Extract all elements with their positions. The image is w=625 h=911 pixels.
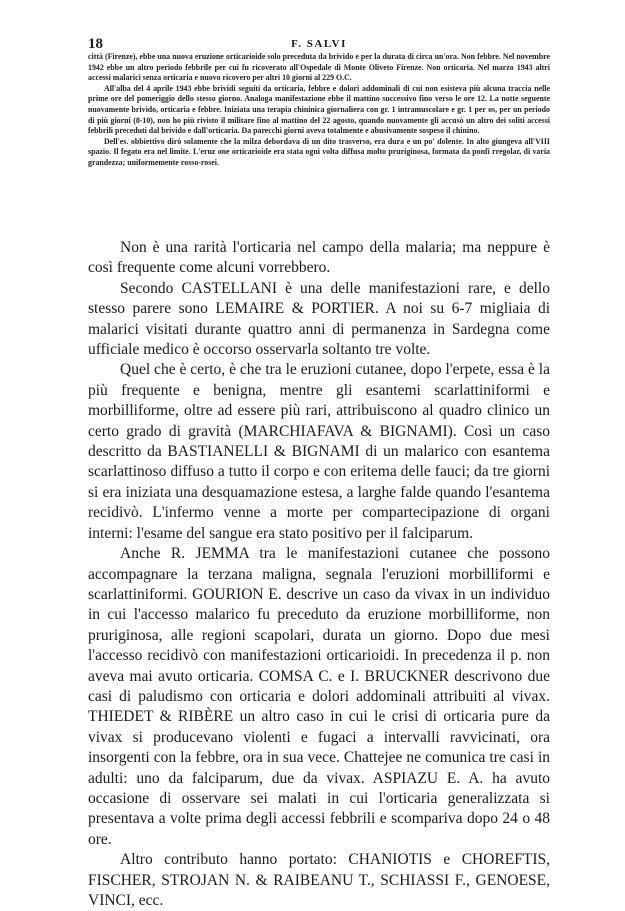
- footnote-paragraph: città (Firenze), ebbe una nuova eruzione orticarioide solo preceduta da brivido e per la durata di circa un'ora. Non febbre. Nel novembre 1942 ebbe un altro periodo febbrile per cui fu ricoverato all'Ospedale di Monte Oliveto Firenze. Non orticaria. Nel marzo 1943 altri accessi malarici senza orticaria e nuovo ricovero per altri 10 giorni al 229 O.C.: [88, 52, 550, 83]
- body-paragraph: Non è una rarità l'orticaria nel campo della malaria; ma neppure è così frequente come alcuni vorrebbero.: [88, 239, 550, 277]
- page-number: 18: [88, 36, 103, 52]
- footnote-paragraph: All'alba del 4 aprile 1943 ebbe brividi seguiti da orticaria, febbre e dolori addominali di cui non esisteva più alcuna traccia nelle prime ore del pomeriggio dello stesso giorno. Analoga manifestazione ebbe il mattino successivo fino verso le ore 12. La notte seguente nuovamente brivido, orticaria e febbre. Iniziata una terapia chininica giornaliera con gr. 1 intramuscolare e gr. 1 per os, per un periodo di più giorni (8-10), non ho più rivisto il militare fino al mattino del 22 agosto, quando nuovamente gli accusò un altro dei soliti accessi febbrili preceduti dal brivido e dall'orticaria. Da parecchi giorni aveva totalmente e abusivamente sospeso il chinino.: [88, 83, 550, 136]
- body-paragraph: Anche R. JEMMA tra le manifestazioni cutanee che possono accompagnare la terzana maligna, segnala l'eruzioni morbilliformi e scarlattiniformi. GOURION E. descrive un caso da vivax in un individuo in cui l'accesso malarico fu preceduto da eruzione morbilliforme, non pruriginosa, alle regioni scapolari, durata un giorno. Dopo due mesi l'accesso recidivò con manifestazioni orticarioidi. In precedenza il p. non aveva mai avuto orticaria. COMSA C. e I. BRUCKNER descrivono due casi di paludismo con orticaria e dolori addominali attribuiti al vivax. THIEDET & RIBÈRE un altro caso in cui le crisi di orticaria pure da vivax si producevano violenti e fugaci a intervalli ravvicinati, ora insorgenti con la febbre, ora in sua vece. Chattejee ne comunica tre casi in adulti: uno da falciparum, due da vivax. ASPIAZU E. A. ha avuto occasione di osservare sei malati in cui l'orticaria generalizzata si presentava a volte prima degli accessi febbrili e scompariva dopo 24 o 48 ore.: [88, 545, 550, 848]
- body-text: [88, 238, 550, 911]
- body-paragraph: Quel che è certo, è che tra le eruzioni cutanee, dopo l'erpete, essa è la più frequente e benigna, mentre gli esantemi scarlattiniformi e morbilliforme, oltre ad essere più rari, attribuiscono al quadro clinico un certo grado di gravità (MARCHIAFAVA & BIGNAMI). Così un caso descritto da BASTIANELLI & BIGNAMI di un malarico con esantema scarlattinoso diffuso a tutto il corpo e con eritema delle fauci; da tre giorni si era iniziata una desquamazione estesa, a larghe falde quando l'esantema recidivò. L'infermo venne a morte per compartecipazione di organi interni: l'esame del sangue era stato positivo per il falciparum.: [88, 361, 550, 542]
- footnote-paragraph: Dell'es. obbiettivo dirò solamente che la milza debordava di un dito trasverso, era dura e un po' dolente. In alto giungeva all'VIII spazio. Il fegato era nel limite. L'eruz one orticarioide era stata ogni volta diffusa molto pruriginosa, formata da ponfi rregolar, di varia grandezza; uniformemente rosso-rosei.: [88, 136, 550, 167]
- body-paragraph: Secondo CASTELLANI è una delle manifestazioni rare, e dello stesso parere sono LEMAIRE & PORTIER. A noi su 6-7 migliaia di malarici visitati durante quattro anni di permanenza in Sardegna come ufficiale medico è occorso osservarla soltanto tre volte.: [88, 279, 550, 359]
- body-paragraph: Altro contributo hanno portato: CHANIOTIS e CHOREFTIS, FISCHER, STROJAN N. & RAIBEANU T., SCHIASSI F., GENOESE, VINCI, ecc.: [88, 851, 550, 909]
- footnote-block: [88, 52, 550, 169]
- running-head: F. SALVI: [291, 38, 347, 50]
